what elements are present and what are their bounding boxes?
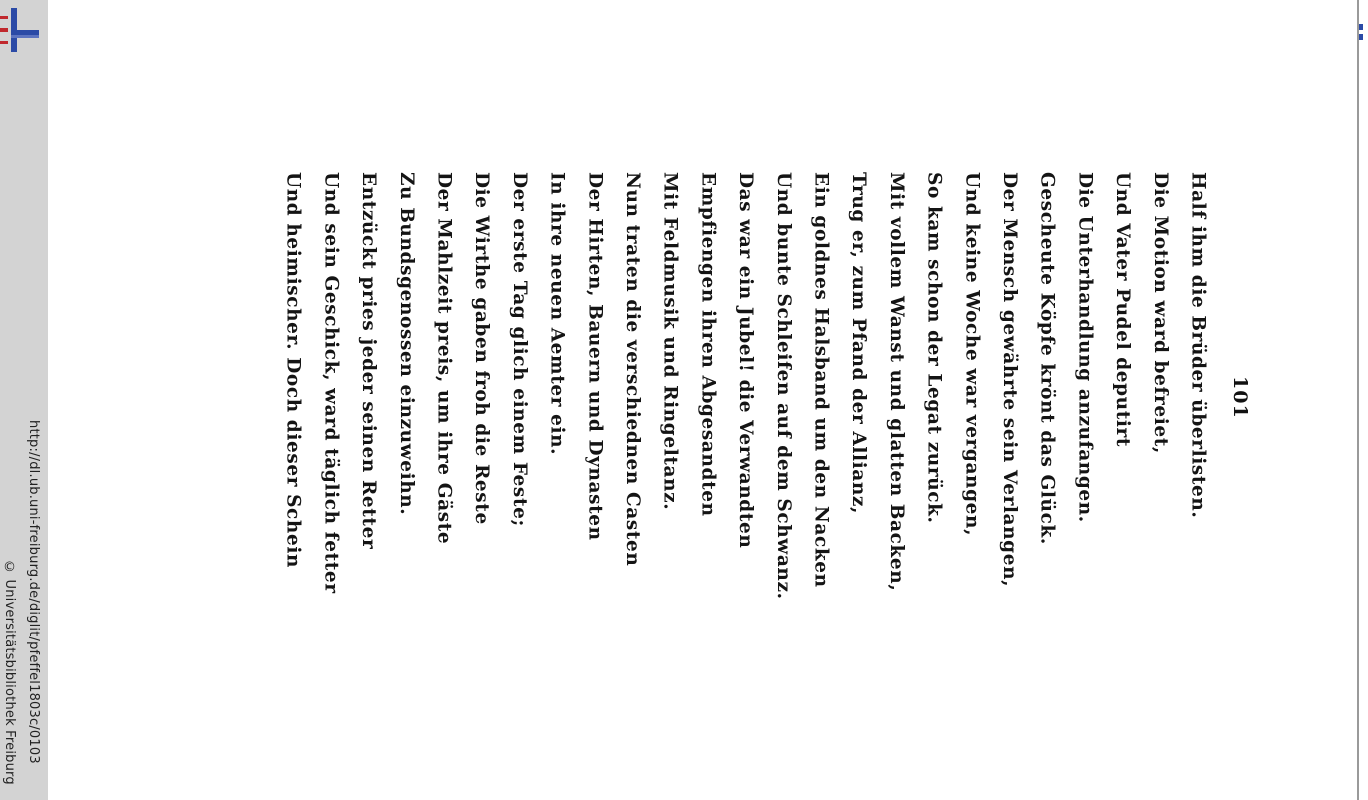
poem-line: Die Wirthe gaben froh die Reste xyxy=(471,172,493,525)
poem-line: Empfiengen ihren Abgesandten xyxy=(697,172,719,517)
university-logo-icon xyxy=(0,8,42,52)
poem-line: Zu Bundsgenossen einzuweihn. xyxy=(395,172,417,516)
poem-line: Nun traten die verschiednen Casten xyxy=(622,172,643,567)
poem-line: Und bunte Schleifen auf dem Schwanz. xyxy=(772,172,794,600)
poem-line: In ihre neuen Aemter ein. xyxy=(546,172,568,456)
poem-line: Der erste Tag glich einem Feste; xyxy=(508,172,530,527)
poem-line: Trug er, zum Pfand der Allianz, xyxy=(848,172,870,515)
poem-line: Und Vater Pudel deputirt xyxy=(1112,172,1134,447)
poem-line: Und sein Geschick, ward täglich fetter xyxy=(320,172,342,594)
edge-marker xyxy=(1359,34,1363,40)
poem-line: Gescheute Köpfe krönt das Glück. xyxy=(1036,172,1058,545)
poem-line: Das war ein Jubel! die Verwandten xyxy=(735,172,757,549)
poem-line: Der Mahlzeit preis, um ihre Gäste xyxy=(433,172,455,545)
poem-line: Entzückt pries jeder seinen Retter xyxy=(358,172,380,550)
poem-line: Und heimischer. Doch dieser Schein xyxy=(282,172,304,569)
poem-line: Mit Feldmusik und Ringeltanz. xyxy=(659,172,681,511)
scanned-page xyxy=(48,0,1366,800)
poem-line: Die Unterhandlung anzufangen. xyxy=(1074,172,1096,523)
poem-line: Die Motion ward befreiet, xyxy=(1149,172,1171,454)
poem-line: Ein goldnes Halsband um den Nacken xyxy=(810,172,832,588)
page-edge-divider xyxy=(1357,0,1359,800)
poem-line: So kam schon der Legat zurück. xyxy=(923,172,945,524)
source-url[interactable]: http://dl.ub.uni-freiburg.de/diglit/pfeffel1803c/0103 xyxy=(26,420,41,764)
poem-text xyxy=(283,172,1243,612)
page-number: 101 xyxy=(1229,376,1251,419)
poem-line: Mit vollem Wanst und glatten Backen, xyxy=(885,172,907,592)
edge-marker xyxy=(1359,24,1363,30)
poem-line: Half ihm die Brüder überlisten. xyxy=(1187,172,1209,519)
sidebar xyxy=(0,0,48,800)
poem-line: Der Hirten, Bauern und Dynasten xyxy=(584,172,606,541)
poem-line: Der Mensch gewährte sein Verlangen, xyxy=(999,172,1020,588)
poem-line: Und keine Woche war vergangen, xyxy=(961,172,983,537)
copyright-notice: © Universitätsbibliothek Freiburg xyxy=(2,560,17,785)
